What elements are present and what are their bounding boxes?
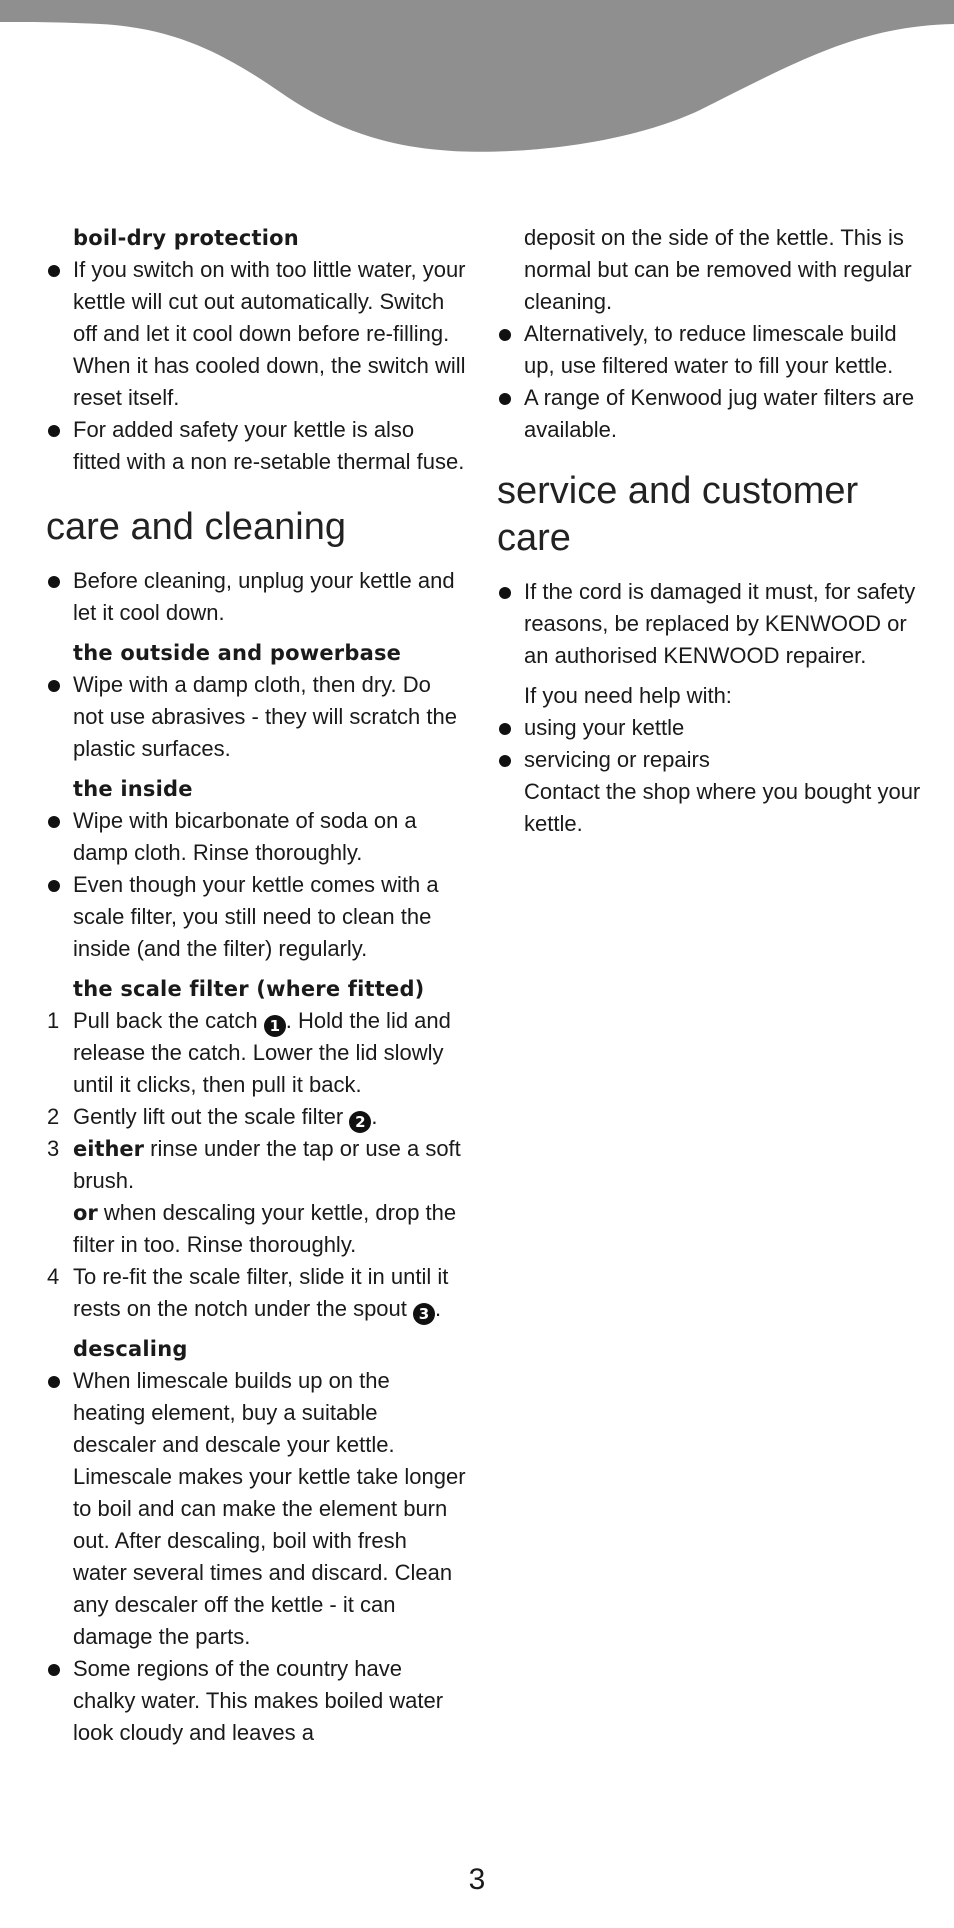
or-label: or <box>73 1201 98 1225</box>
bullet-icon <box>48 680 60 692</box>
step-item: 4 To re-fit the scale filter, slide it in until it rests on the notch under the spout 3 . <box>46 1261 466 1325</box>
list-item: Wipe with bicarbonate of soda on a damp cloth. Rinse thoroughly. <box>46 805 466 869</box>
figure-3-badge: 3 <box>413 1303 435 1325</box>
list-item: using your kettle <box>497 712 927 744</box>
outside-heading: the outside and powerbase <box>73 641 402 665</box>
care-and-cleaning-title: care and cleaning <box>46 506 346 548</box>
bullet-icon <box>499 587 511 599</box>
figure-1-badge: 1 <box>264 1015 286 1037</box>
step-number: 2 <box>47 1104 60 1129</box>
bullet-icon <box>48 816 60 828</box>
step-number: 4 <box>47 1264 60 1289</box>
figure-2-badge: 2 <box>349 1111 371 1133</box>
list-item: For added safety your kettle is also fitted with a non re-setable thermal fuse. <box>46 414 466 478</box>
step-number: 3 <box>47 1136 60 1161</box>
list-item: servicing or repairs <box>497 744 927 776</box>
list-item: Before cleaning, unplug your kettle and let it cool down. <box>46 565 466 629</box>
list-item: Alternatively, to reduce limescale build up, use filtered water to fill your kettle. <box>497 318 927 382</box>
either-label: either <box>73 1137 145 1161</box>
scale-filter-heading: the scale filter (where fitted) <box>73 977 425 1001</box>
right-column <box>497 222 927 840</box>
bullet-icon <box>48 1664 60 1676</box>
step-item: 2 Gently lift out the scale filter 2 . <box>46 1101 466 1133</box>
bullet-icon <box>499 723 511 735</box>
help-intro: If you need help with: <box>524 683 732 708</box>
step-number: 1 <box>47 1008 60 1033</box>
inside-heading: the inside <box>73 777 193 801</box>
bullet-icon <box>48 576 60 588</box>
left-column <box>46 222 466 1749</box>
bullet-icon <box>499 755 511 767</box>
bullet-icon <box>48 425 60 437</box>
continued-paragraph: deposit on the side of the kettle. This is normal but can be removed with regular cleaning. <box>524 225 912 314</box>
boil-dry-heading: boil-dry protection <box>73 226 299 250</box>
page-number: 3 <box>468 1863 486 1896</box>
bullet-icon <box>499 329 511 341</box>
bullet-icon <box>48 265 60 277</box>
bullet-icon <box>48 880 60 892</box>
header-wave <box>0 0 954 160</box>
list-item: When limescale builds up on the heating element, buy a suitable descaler and descale your kettle. Limescale makes your kettle take longer to boil and can make the element burn out. After descaling, boil with fresh water several times and discard. Clean any descaler off the kettle - it can damage the parts. <box>46 1365 466 1653</box>
step-item: 1 Pull back the catch 1 . Hold the lid and release the catch. Lower the lid slowly until it clicks, then pull it back. <box>46 1005 466 1101</box>
list-item: If you switch on with too little water, your kettle will cut out automatically. Switch off and let it cool down before re-filling. When it has cooled down, the switch will reset itself. <box>46 254 466 414</box>
list-item: A range of Kenwood jug water filters are available. <box>497 382 927 446</box>
service-title: service and customer care <box>497 470 859 559</box>
bullet-icon <box>499 393 511 405</box>
list-item: Wipe with a damp cloth, then dry. Do not use abrasives - they will scratch the plastic surfaces. <box>46 669 466 765</box>
list-item: If the cord is damaged it must, for safety reasons, be replaced by KENWOOD or an authorised KENWOOD repairer. <box>497 576 927 672</box>
contact-text: Contact the shop where you bought your kettle. <box>524 779 921 836</box>
descaling-heading: descaling <box>73 1337 188 1361</box>
bullet-icon <box>48 1376 60 1388</box>
step-item: 3 either rinse under the tap or use a soft brush. or when descaling your kettle, drop the filter in too. Rinse thoroughly. <box>46 1133 466 1261</box>
list-item: Even though your kettle comes with a scale filter, you still need to clean the inside (and the filter) regularly. <box>46 869 466 965</box>
list-item: Some regions of the country have chalky water. This makes boiled water look cloudy and leaves a <box>46 1653 466 1749</box>
